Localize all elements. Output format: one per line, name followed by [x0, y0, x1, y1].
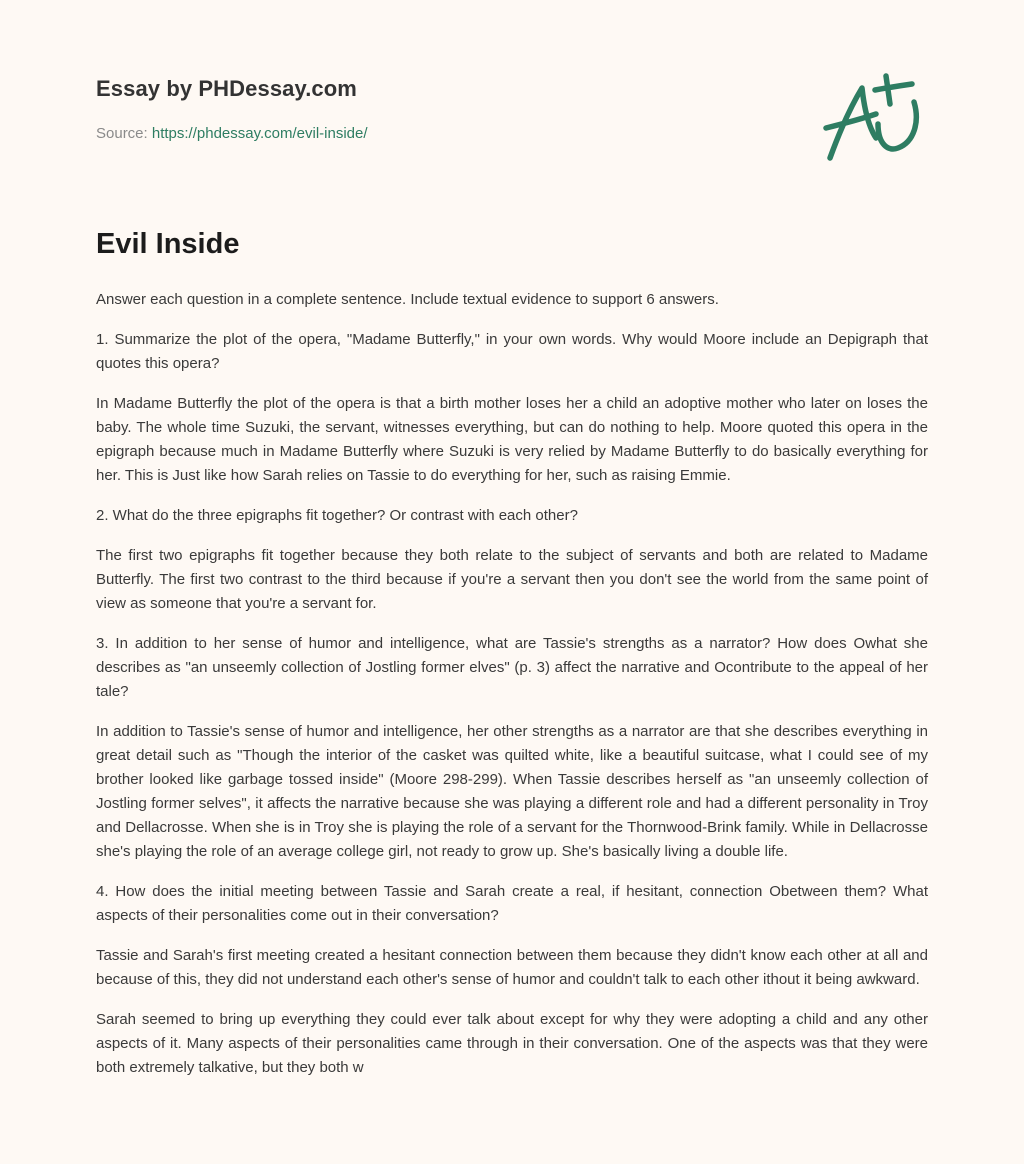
source-line: [96, 124, 696, 144]
answer-2: The first two epigraphs fit together because they both relate to the subject of servants and both are related to Madame Butterfly. The first two contrast to the third because if you're a servant then you don't see the world from the same point of view as someone that you're a servant for.: [96, 547, 928, 612]
answer-3: In addition to Tassie's sense of humor and intelligence, her other strengths as a narrator are that she describes everything in great detail such as "Though the interior of the casket was quilted white, like a beautiful suitcase, what I could see of my brother looked like garbage tossed inside" (Moore 298-299). When Tassie describes herself as "an unseemly collection of Jostling former selves", it affects the narrative because she was playing a different role and had a different personality in Troy and Dellacrosse. When she is in Troy she is playing the role of a servant for the Thornwood-Brink family. While in Dellacrosse she's playing the role of an average college girl, not ready to grow up. She's basically living a double life.: [96, 723, 928, 860]
essay-instructions: Answer each question in a complete sentence. Include textual evidence to support 6 answers.: [96, 291, 719, 308]
answer-4-continued: Sarah seemed to bring up everything they could ever talk about except for why they were adopting a child and any other aspects of it. Many aspects of their personalities came through in their conversation. One of the aspects was that they were both extremely talkative, but they both w: [96, 1011, 928, 1076]
source-label: Source:: [96, 125, 148, 142]
source-link[interactable]: https://phdessay.com/evil-inside/: [151, 125, 368, 142]
answer-1: In Madame Butterfly the plot of the opera is that a birth mother loses her a child an adoptive mother who later on loses the baby. The whole time Suzuki, the servant, witnesses everything, but can do nothing to help. Moore quoted this opera in the epigraph because much in Madame Butterfly where Suzuki is very relied by Madame Butterfly to do basically everything for her. This is Just like how Sarah relies on Tassie to do everything for her, such as raising Emmie.: [96, 395, 928, 484]
a-plus-grade-icon: [818, 66, 930, 166]
question-2: 2. What do the three epigraphs fit together? Or contrast with each other?: [96, 507, 578, 524]
answer-4: Tassie and Sarah's first meeting created a hesitant connection between them because they didn't know each other at all and because of this, they did not understand each other's sense of humor and couldn't talk to each other ithout it being awkward.: [96, 947, 928, 988]
site-title: Essay by PHDessay.com: [96, 76, 357, 101]
site-header: [96, 74, 696, 144]
essay-title: Evil Inside: [96, 228, 240, 260]
question-4: 4. How does the initial meeting between Tassie and Sarah create a real, if hesitant, connection Obetween them? What aspects of their personalities come out in their conversation?: [96, 883, 928, 924]
essay-content: [96, 224, 928, 1080]
question-3: 3. In addition to her sense of humor and intelligence, what are Tassie's strengths as a narrator? How does Owhat she describes as "an unseemly collection of Jostling former elves" (p. 3) affect the narrative and Ocontribute to the appeal of her tale?: [96, 635, 928, 700]
question-1: 1. Summarize the plot of the opera, "Madame Butterfly," in your own words. Why would Moore include an Depigraph that quotes this opera?: [96, 331, 928, 372]
